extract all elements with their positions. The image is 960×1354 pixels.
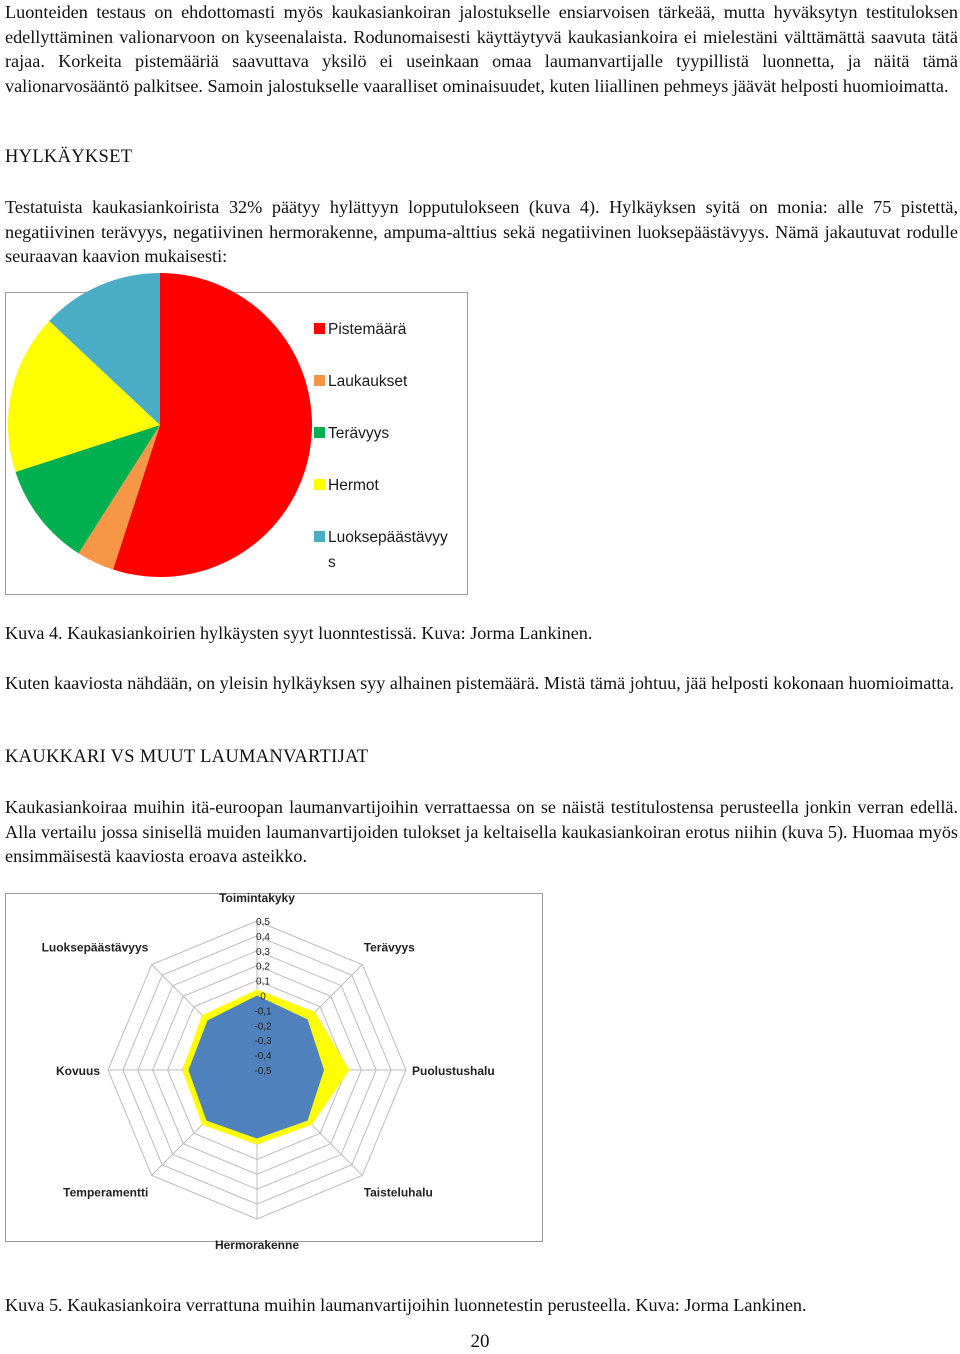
legend-swatch-2: [314, 375, 325, 386]
caption-kuva-5: Kuva 5. Kaukasiankoira verrattuna muihin laumanvartijoihin luonnetestin perusteella. Kuva: Jorma Lankinen.: [5, 1295, 807, 1315]
paragraph-hylkaykset: Testatuista kaukasiankoirista 32% päätyy hylättyyn lopputulokseen (kuva 4). Hylkäyksen syitä on monia: alle 75 pistettä, negatiivinen terävyys, negatiivinen hermorakenne, ampuma-alttius sekä negatiivinen luoksepäästävyys. Nämä jakautuvat rodulle seuraavan kaavion mukaisesti:: [5, 197, 958, 266]
heading-kaukkari-vs-muut: KAUKKARI VS MUUT LAUMANVARTIJAT: [5, 747, 369, 767]
radar-tick-label: -0,5: [254, 1066, 272, 1077]
legend-label-1: Pistemäärä: [328, 321, 407, 338]
radar-tick-label: -0,3: [254, 1036, 272, 1048]
radar-axis-label-2: Terävyys: [363, 940, 415, 955]
legend-swatch-3: [314, 427, 325, 438]
radar-tick-label: 0: [260, 991, 266, 1003]
legend-swatch-5: [314, 531, 325, 542]
paragraph-luonteiden-testaus: Luonteiden testaus on ehdottomasti myös kaukasiankoiran jalostukselle ensiarvoisen tärkeää, mutta hyväksytyn testituloksen edellyttäminen valionarvoon on kyseenalaista. Rodunomaisesti käyttäytyvä kaukasiankoira ei mielestäni välttämättä saavuta tätä rajaa. Korkeita pistemääriä saavuttava yksilö ei useinkaan omaa laumanvartijalle tyypillistä luonnetta, ja näitä tämä valionarvosääntö palkitsee. Samoin jalostukselle vaaralliset ominaisuudet, kuten liiallinen pehmeys jäävät helposti huomioimatta.: [5, 2, 958, 96]
legend-label-2: Laukaukset: [328, 373, 408, 390]
legend-label-5-cont: s: [328, 554, 336, 571]
radar-tick-label: -0,1: [254, 1006, 272, 1018]
radar-axis-label-5: Hermorakenne: [214, 1238, 300, 1252]
legend-label-3: Terävyys: [328, 425, 390, 442]
caption-kuva-4: Kuva 4. Kaukasiankoirien hylkäysten syyt luonntestissä. Kuva: Jorma Lankinen.: [5, 623, 593, 643]
radar-tick-label: -0,2: [254, 1021, 272, 1033]
radar-axis-label-6: Temperamentti: [63, 1185, 149, 1200]
legend-label-4: Hermot: [328, 477, 379, 494]
radar-chart-figure: [5, 891, 543, 1252]
radar-axis-label-7: Kovuus: [55, 1064, 100, 1078]
radar-tick-label: 0,2: [256, 961, 270, 973]
radar-axis-label-4: Taisteluhalu: [363, 1185, 433, 1200]
page-number: 20: [470, 1331, 490, 1352]
pie-chart: [6, 293, 467, 594]
radar-axis-label-3: Puolustushalu: [412, 1064, 495, 1078]
paragraph-vertailu: Kaukasiankoiraa muihin itä-euroopan laumanvartijoihin verrattaessa on se näistä testitulostensa perusteella jonkin verran edellä. Alla vertailu jossa sinisellä muiden laumanvartijoiden tulokset ja keltaisella kaukasiankoiran erotus niihin (kuva 5). Huomaa myös ensimmäisestä kaaviosta eroava asteikko.: [5, 797, 958, 866]
pie-chart-figure: [5, 292, 468, 595]
legend-swatch-1: [314, 323, 325, 334]
legend-swatch-4: [314, 479, 325, 490]
legend-label-5: Luoksepäästävyy: [328, 529, 448, 546]
radar-tick-label: 0,5: [256, 917, 270, 928]
radar-tick-label: 0,3: [256, 946, 270, 958]
paragraph-kaaviosta: Kuten kaaviosta nähdään, on yleisin hylkäyksen syy alhainen pistemäärä. Mistä tämä johtuu, jää helposti kokonaan huomioimatta.: [5, 673, 955, 693]
radar-tick-label: -0,4: [254, 1051, 272, 1063]
radar-chart: [6, 891, 542, 1252]
radar-axis-label-8: Luoksepäästävyys: [41, 940, 149, 955]
heading-hylkaykset: HYLKÄYKSET: [5, 147, 133, 167]
radar-tick-label: 0,4: [256, 931, 270, 943]
radar-axis-label-1: Toimintakyky: [219, 891, 295, 905]
radar-tick-label: 0,1: [256, 976, 270, 988]
